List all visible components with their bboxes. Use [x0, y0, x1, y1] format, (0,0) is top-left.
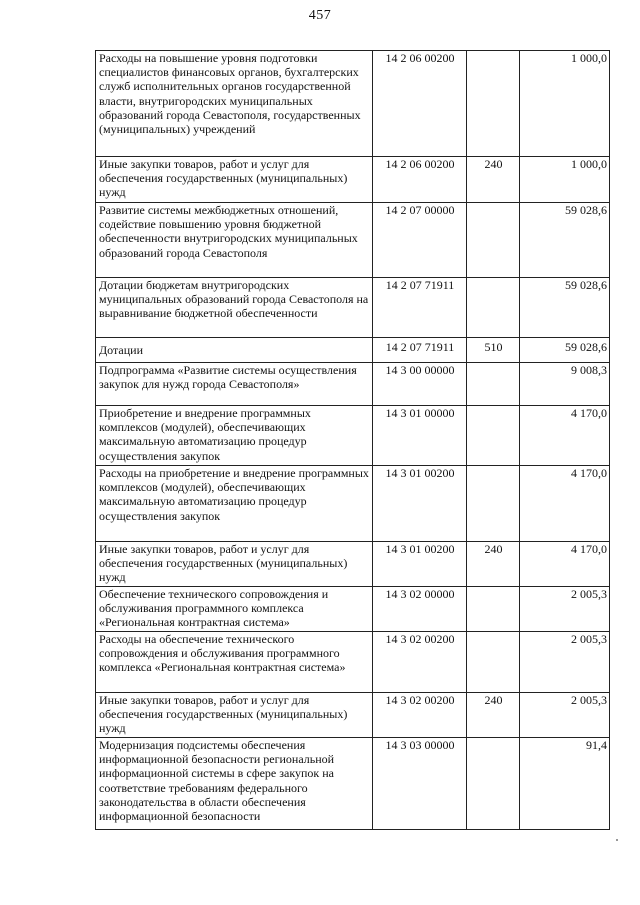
amount-cell: 59 028,6 [520, 203, 610, 278]
row-name-cell: Иные закупки товаров, работ и услуг для обеспечения государственных (муниципальных) нужд [96, 157, 373, 203]
target-article-code: 14 3 01 00000 [373, 406, 467, 466]
table-row [96, 338, 610, 363]
row-name-cell: Расходы на обеспечение технического сопровождения и обслуживания программного комплекса «Региональная контрактная система» [96, 632, 373, 693]
amount-cell: 4 170,0 [520, 542, 610, 587]
target-article-code: 14 3 00 00000 [373, 363, 467, 406]
amount-cell: 4 170,0 [520, 406, 610, 466]
expense-type-code [467, 51, 520, 157]
expense-type-code [467, 738, 520, 830]
target-article-code: 14 3 01 00200 [373, 466, 467, 542]
target-article-code: 14 3 02 00200 [373, 693, 467, 738]
row-name-cell: Дотации бюджетам внутригородских муниципальных образований города Севастополя на выравнивание бюджетной обеспеченности [96, 278, 373, 338]
amount-cell: 59 028,6 [520, 338, 610, 363]
row-name-cell: Дотации [96, 338, 373, 363]
expense-type-code: 240 [467, 542, 520, 587]
target-article-code: 14 3 03 00000 [373, 738, 467, 830]
amount-cell: 9 008,3 [520, 363, 610, 406]
expense-type-code [467, 466, 520, 542]
table-row [96, 363, 610, 406]
target-article-code: 14 2 07 71911 [373, 278, 467, 338]
scan-speck [616, 839, 618, 841]
amount-cell: 91,4 [520, 738, 610, 830]
row-name-cell: Развитие системы межбюджетных отношений, содействие повышению уровня бюджетной обеспеченности внутригородских муниципальных образований города Севастополя [96, 203, 373, 278]
row-name-cell: Расходы на повышение уровня подготовки специалистов финансовых органов, бухгалтерских служб исполнительных органов государственной власти, внутригородских муниципальных образований города Севастополя, государственных (муниципальных) учреждений [96, 51, 373, 157]
table-row [96, 278, 610, 338]
target-article-code: 14 2 07 71911 [373, 338, 467, 363]
expense-type-code: 240 [467, 693, 520, 738]
table-row [96, 632, 610, 693]
amount-cell: 4 170,0 [520, 466, 610, 542]
table-row [96, 157, 610, 203]
expense-type-code [467, 587, 520, 632]
target-article-code: 14 3 02 00200 [373, 632, 467, 693]
target-article-code: 14 2 06 00200 [373, 157, 467, 203]
target-article-code: 14 2 07 00000 [373, 203, 467, 278]
table-row [96, 406, 610, 466]
row-name-cell: Обеспечение технического сопровождения и обслуживания программного комплекса «Региональная контрактная система» [96, 587, 373, 632]
target-article-code: 14 3 01 00200 [373, 542, 467, 587]
budget-table [95, 50, 610, 830]
expense-type-code [467, 203, 520, 278]
amount-cell: 2 005,3 [520, 632, 610, 693]
page-number: 457 [308, 8, 332, 23]
budget-table-body [96, 51, 610, 830]
amount-cell: 1 000,0 [520, 51, 610, 157]
expense-type-code [467, 632, 520, 693]
table-row [96, 203, 610, 278]
table-row [96, 542, 610, 587]
table-row [96, 693, 610, 738]
table-row [96, 587, 610, 632]
row-name-cell: Расходы на приобретение и внедрение программных комплексов (модулей), обеспечивающих максимальную автоматизацию процедур осуществления закупок [96, 466, 373, 542]
expense-type-code [467, 406, 520, 466]
table-row [96, 466, 610, 542]
row-name-cell: Приобретение и внедрение программных комплексов (модулей), обеспечивающих максимальную автоматизацию процедур осуществления закупок [96, 406, 373, 466]
expense-type-code: 510 [467, 338, 520, 363]
amount-cell: 59 028,6 [520, 278, 610, 338]
row-name-cell: Иные закупки товаров, работ и услуг для обеспечения государственных (муниципальных) нужд [96, 542, 373, 587]
expense-type-code [467, 278, 520, 338]
table-row [96, 51, 610, 157]
expense-type-code: 240 [467, 157, 520, 203]
table-row [96, 738, 610, 830]
amount-cell: 1 000,0 [520, 157, 610, 203]
expense-type-code [467, 363, 520, 406]
target-article-code: 14 2 06 00200 [373, 51, 467, 157]
row-name-cell: Подпрограмма «Развитие системы осуществления закупок для нужд города Севастополя» [96, 363, 373, 406]
amount-cell: 2 005,3 [520, 693, 610, 738]
row-name-cell: Модернизация подсистемы обеспечения информационной безопасности региональной информационной системы в сфере закупок на соответствие требованиям федерального законодательства в области обеспечения информационной безопасности [96, 738, 373, 830]
target-article-code: 14 3 02 00000 [373, 587, 467, 632]
amount-cell: 2 005,3 [520, 587, 610, 632]
row-name-cell: Иные закупки товаров, работ и услуг для обеспечения государственных (муниципальных) нужд [96, 693, 373, 738]
